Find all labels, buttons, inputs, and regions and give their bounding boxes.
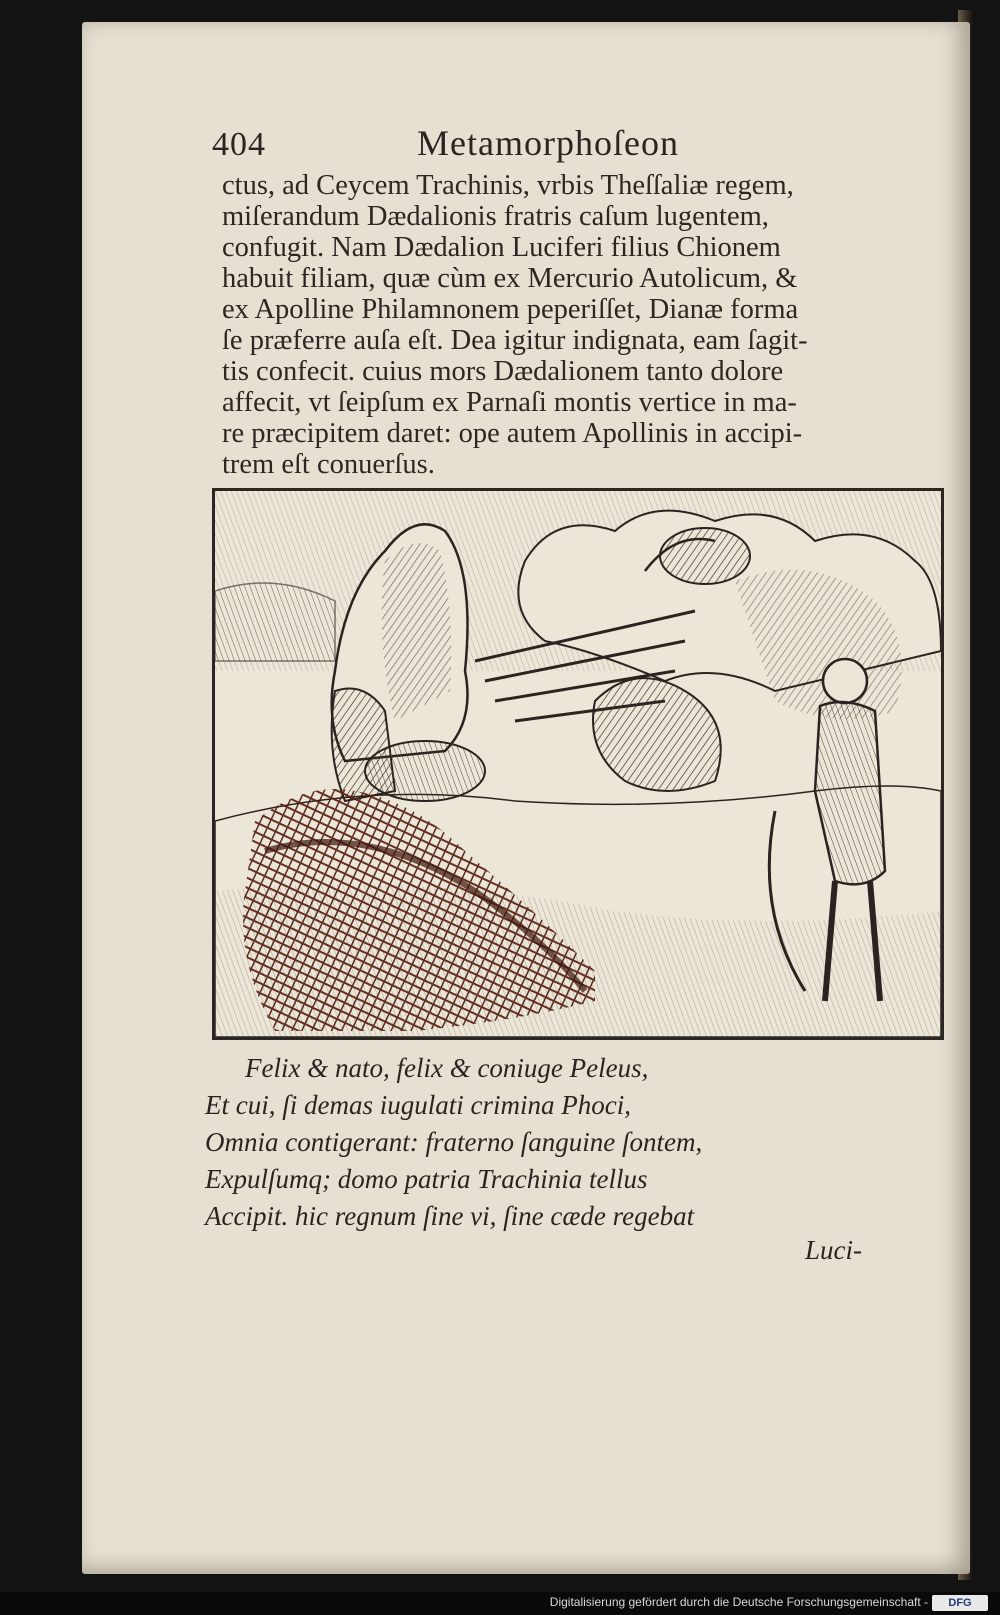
pyre-smoke — [593, 678, 721, 791]
dfg-logo: DFG — [932, 1595, 988, 1611]
prose-line: trem eſt conuerſus. — [222, 449, 435, 480]
cliff-shade — [382, 543, 452, 721]
prose-line: re præcipitem daret: ope autem Apollinis in accipi- — [222, 418, 803, 449]
prose-line: confugit. Nam Dædalion Luciferi filius Chionem — [222, 232, 781, 263]
footer-bar — [0, 1592, 1000, 1615]
verse-line: Omnia contigerant: fraterno ſanguine ſontem, — [205, 1127, 703, 1157]
flying-figure — [660, 528, 750, 584]
prose-line: ex Apolline Philamnonem peperiſſet, Dianæ forma — [222, 294, 799, 325]
book-page — [82, 22, 970, 1574]
prose-line: habuit filiam, quæ cùm ex Mercurio Autolicum, & — [222, 263, 798, 294]
distant-hills — [215, 583, 335, 661]
verse-block — [205, 1050, 805, 1235]
page-header — [82, 122, 970, 166]
page-number: 404 — [212, 126, 266, 163]
figure-head — [823, 659, 867, 703]
prose-line: miſerandum Dædalionis fratris caſum lugentem, — [222, 201, 769, 232]
prose-paragraph — [222, 170, 1000, 480]
catchword: Luci- — [805, 1235, 862, 1265]
prose-line: ctus, ad Ceycem Trachinis, vrbis Theſſaliæ regem, — [222, 170, 794, 201]
funding-credit: Digitalisierung gefördert durch die Deutsche Forschungsgemeinschaft - — [549, 1595, 928, 1609]
woodcut-illustration — [212, 488, 944, 1040]
prose-line: affecit, vt ſeipſum ex Parnaſi montis vertice in ma- — [222, 387, 797, 418]
verse-line: Et cui, ſi demas iugulati crimina Phoci, — [205, 1090, 631, 1120]
reclining-figures — [365, 741, 485, 801]
woodcut-scene — [215, 491, 941, 1037]
prose-line: ſe præferre auſa eſt. Dea igitur indignata, eam ſagit- — [222, 325, 808, 356]
verse-line: Expulſumq; domo patria Trachinia tellus — [205, 1164, 648, 1194]
running-title: Metamorphoſeon — [417, 123, 679, 163]
verse-line: Felix & nato, felix & coniuge Peleus, — [245, 1053, 649, 1083]
prose-line: tis confecit. cuius mors Dædalionem tanto dolore — [222, 356, 784, 387]
verse-line: Accipit. hic regnum ſine vi, ſine cæde regebat — [205, 1201, 695, 1231]
